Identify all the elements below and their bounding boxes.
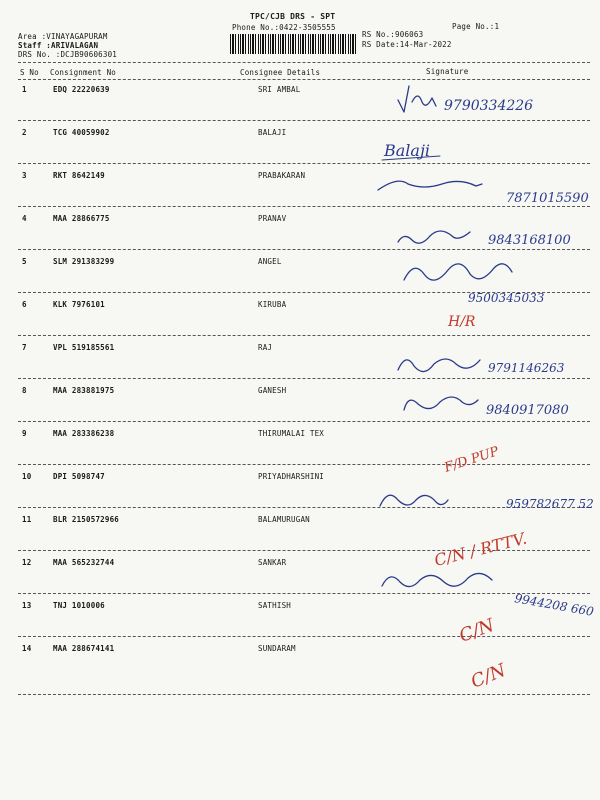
row-consignee: SANKAR xyxy=(258,558,287,567)
row-note: 9840917080 xyxy=(486,403,569,418)
row-consignment: RKT 8642149 xyxy=(53,171,105,180)
col-consignee: Consignee Details xyxy=(240,68,321,77)
row-consignment: BLR 2150572966 xyxy=(53,515,120,524)
row-sno: 8 xyxy=(22,386,27,395)
row-consignee: PRIYADHARSHINI xyxy=(258,472,325,481)
row-sno: 12 xyxy=(22,558,32,567)
row-consignee: RAJ xyxy=(258,343,273,352)
rs-number: RS No.:906063 xyxy=(362,30,424,39)
row-note: 9944208 660 xyxy=(513,591,595,619)
row-note: C/N xyxy=(456,614,498,647)
row-consignee: SRI AMBAL xyxy=(258,85,301,94)
row-note: Balaji xyxy=(384,141,431,160)
row-consignment: MAA 28866775 xyxy=(53,214,110,223)
row-consignment: TCG 40059902 xyxy=(53,128,110,137)
row-consignee: KIRUBA xyxy=(258,300,287,309)
row-consignment: MAA 288674141 xyxy=(53,644,115,653)
row-sno: 4 xyxy=(22,214,27,223)
row-consignee: GANESH xyxy=(258,386,287,395)
row-sno: 3 xyxy=(22,171,27,180)
row-consignment: TNJ 1010006 xyxy=(53,601,105,610)
row-consignment: SLM 291383299 xyxy=(53,257,115,266)
row-consignee: SUNDARAM xyxy=(258,644,296,653)
row-sno: 11 xyxy=(22,515,32,524)
row-consignment: KLK 7976101 xyxy=(53,300,105,309)
row-note: C/N xyxy=(468,659,509,693)
col-consignment: Consignment No xyxy=(50,68,117,77)
row-consignment: DPI 5098747 xyxy=(53,472,105,481)
page-number: Page No.:1 xyxy=(452,22,500,31)
row-note: H/R xyxy=(448,314,476,330)
col-signature: Signature xyxy=(426,67,469,76)
row-consignee: BALAMURUGAN xyxy=(258,515,310,524)
row-note: 9500345033 xyxy=(468,291,545,305)
row-note: F/D PUP xyxy=(442,444,501,476)
row-sno: 1 xyxy=(22,85,27,94)
row-consignee: SATHISH xyxy=(258,601,292,610)
row-note: 9843168100 xyxy=(488,233,571,248)
row-consignee: PRANAV xyxy=(258,214,287,223)
sheet-title: TPC/CJB DRS - SPT xyxy=(250,12,336,21)
row-note: 7871015590 xyxy=(506,191,589,206)
row-consignment: VPL 519185561 xyxy=(53,343,115,352)
row-consignee: PRABAKARAN xyxy=(258,171,306,180)
staff-label: Staff :ARIVALAGAN xyxy=(18,41,99,50)
row-sno: 6 xyxy=(22,300,27,309)
row-note: 959782677 52 xyxy=(506,497,594,511)
row-consignee: THIRUMALAI TEX xyxy=(258,429,325,438)
row-sno: 7 xyxy=(22,343,27,352)
row-consignee: BALAJI xyxy=(258,128,287,137)
drs-number: DRS No. :DCJB90606301 xyxy=(18,50,118,59)
row-consignment: EDQ 22220639 xyxy=(53,85,110,94)
row-sno: 9 xyxy=(22,429,27,438)
row-consignment: MAA 283881975 xyxy=(53,386,115,395)
row-sno: 5 xyxy=(22,257,27,266)
col-sno: S No xyxy=(20,68,39,77)
row-sno: 10 xyxy=(22,472,32,481)
area-label: Area :VINAYAGAPURAM xyxy=(18,32,108,41)
row-sno: 13 xyxy=(22,601,32,610)
row-consignment: MAA 565232744 xyxy=(53,558,115,567)
row-note: 9791146263 xyxy=(488,361,565,375)
row-note: C/N / RTTV. xyxy=(432,528,529,570)
row-consignment: MAA 283386238 xyxy=(53,429,115,438)
row-sno: 2 xyxy=(22,128,27,137)
row-sno: 14 xyxy=(22,644,32,653)
row-consignee: ANGEL xyxy=(258,257,282,266)
rs-date: RS Date:14-Mar-2022 xyxy=(362,40,452,49)
row-note: 9790334226 xyxy=(444,98,534,114)
phone-number: Phone No.:0422-3505555 xyxy=(232,23,336,32)
